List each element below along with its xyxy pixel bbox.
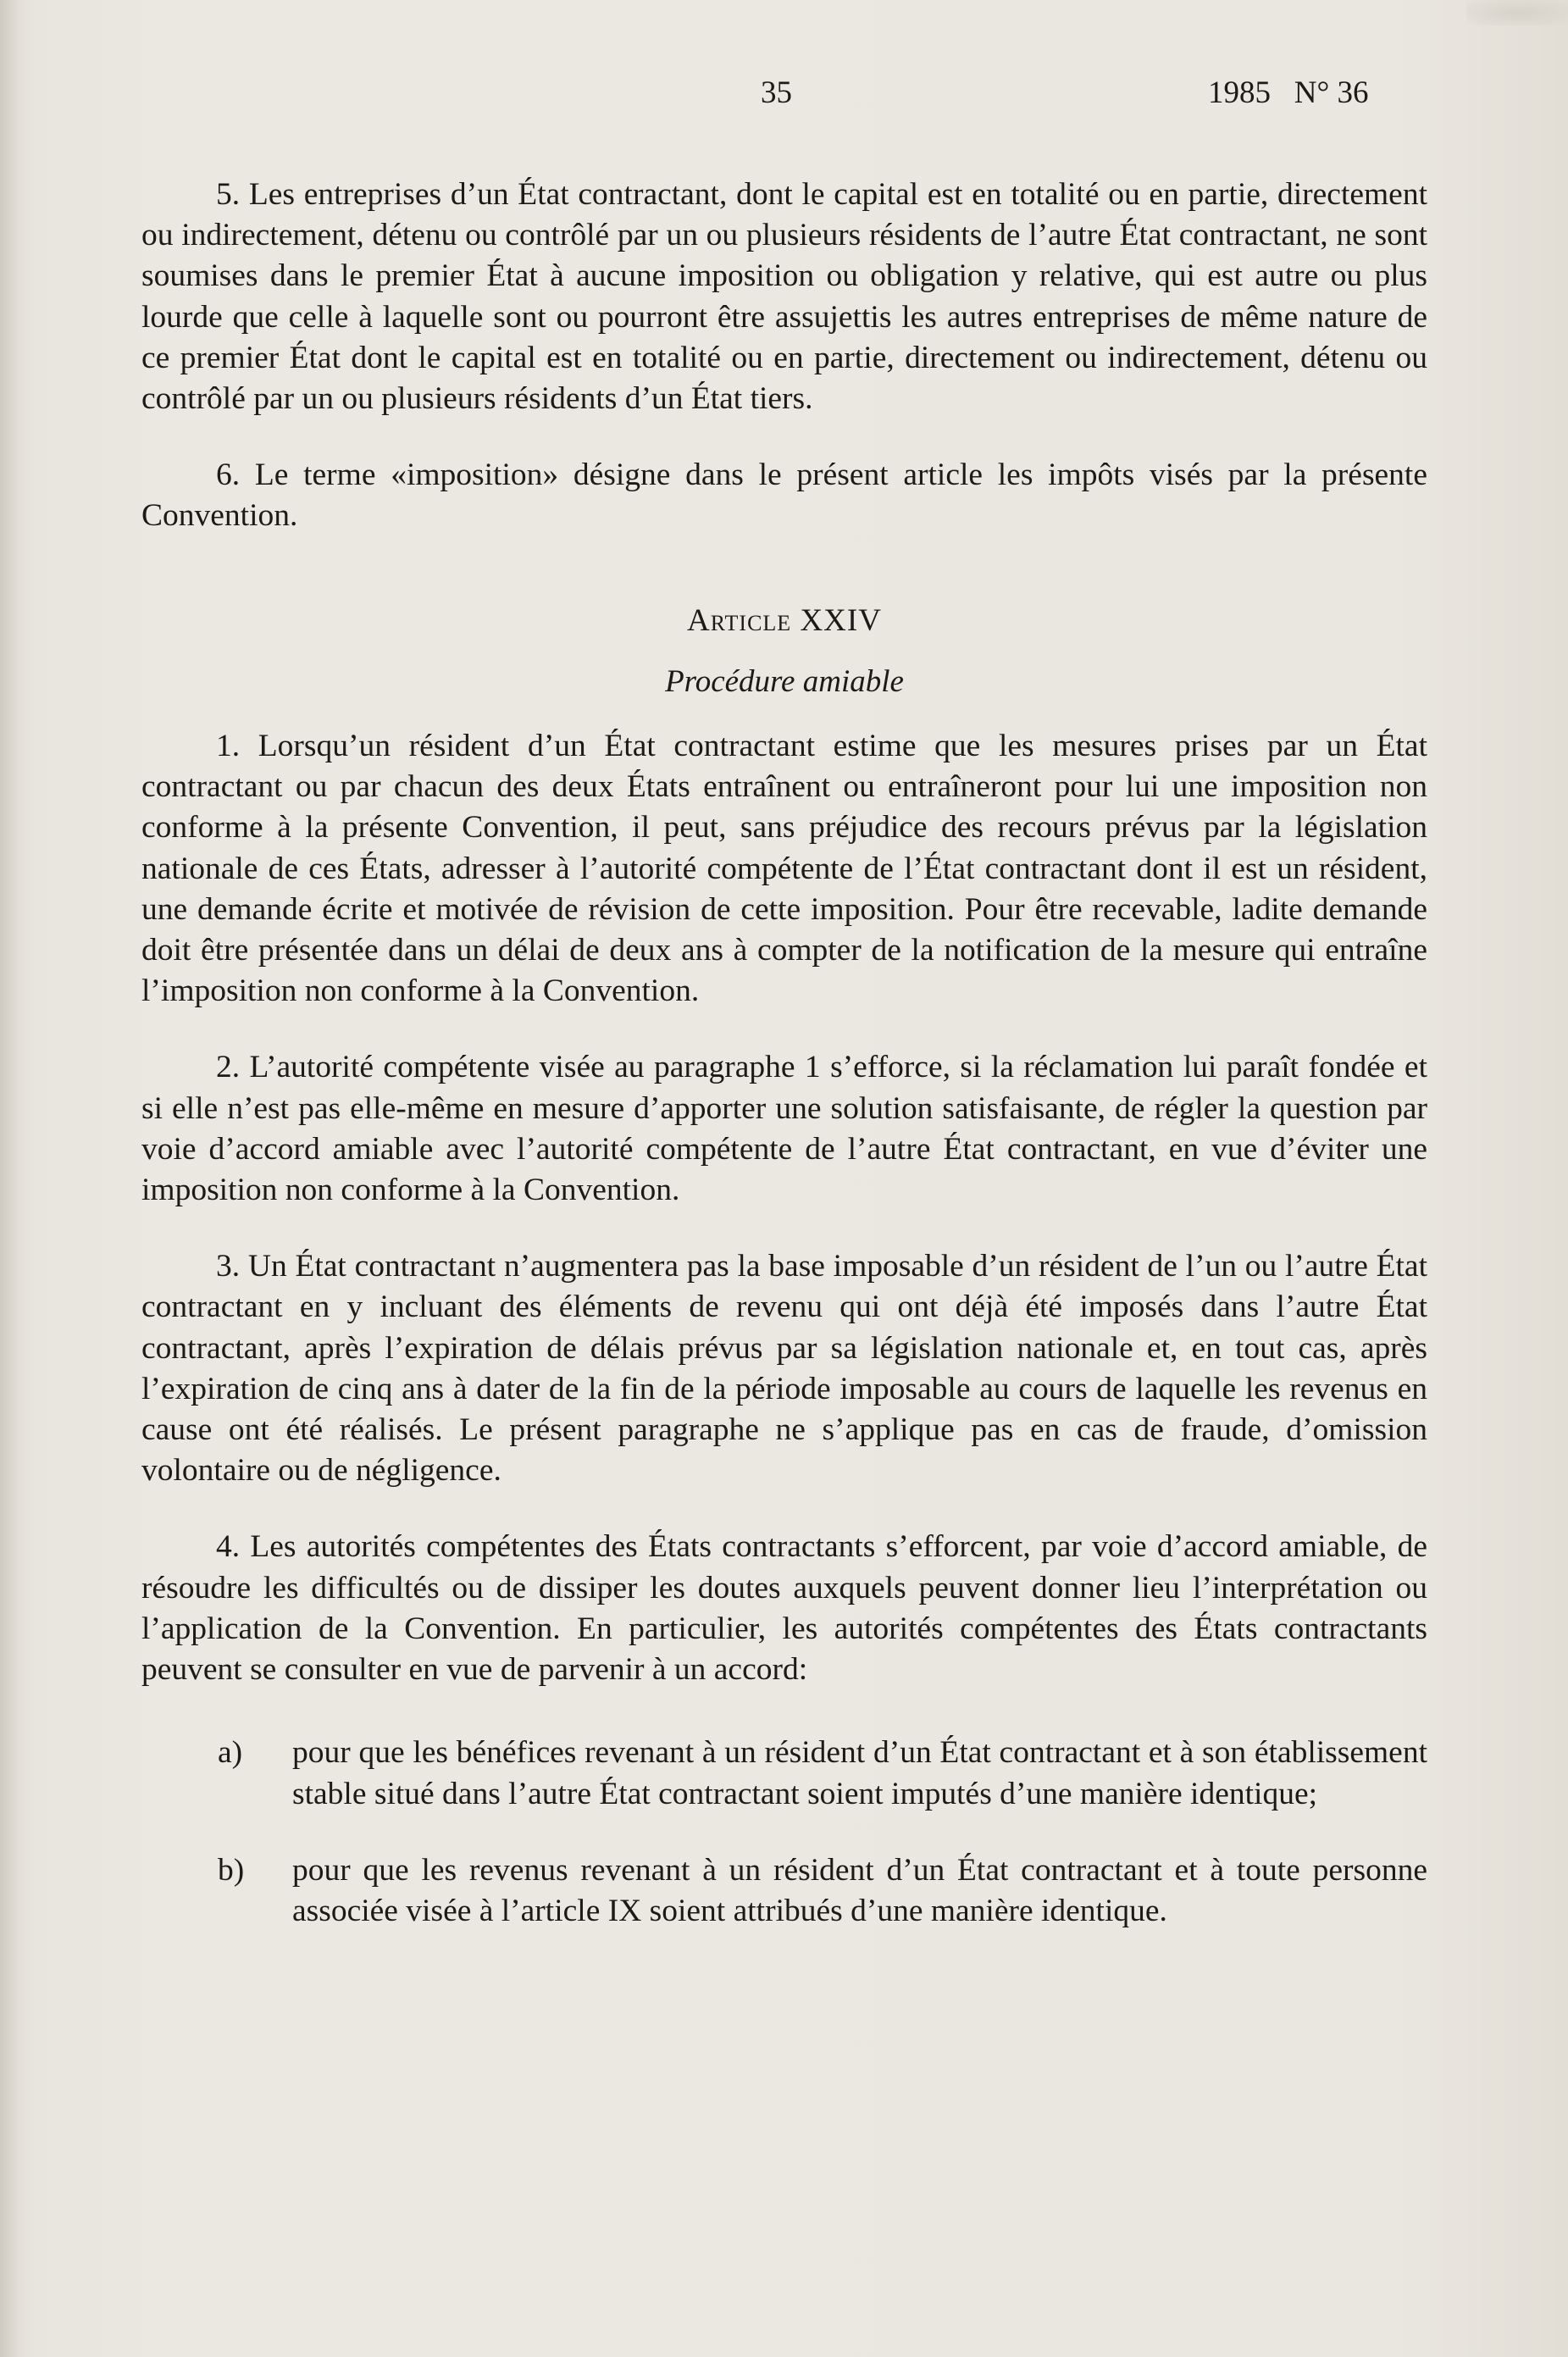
article-paragraph-4: 4. Les autorités compétentes des États contractants s’efforcent, par voie d’accord amiable, de résoudre les difficultés ou de dissiper les doutes auxquels peuvent donner lieu l’interprétation ou l’application de la Convention. En particulier, les autorités compétentes des États contractants peuvent se consulter en vue de parvenir à un accord: — [141, 1529, 1427, 1688]
paragraph-5: 5. Les entreprises d’un État contractant, dont le capital est en totalité ou en partie, directement ou indirectement, détenu ou contrôlé par un ou plusieurs résidents de l’autre État contractant, ne sont soumises dans le premier État à aucune imposition ou obligation y relative, qui est autre ou plus lourde que celle à laquelle sont ou pourront être assujettis les autres entreprises de même nature de ce premier État dont le capital est en totalité ou en partie, directement ou indirectement, détenu ou contrôlé par un ou plusieurs résidents d’un État tiers. — [141, 177, 1427, 417]
document-body — [141, 175, 1427, 1967]
list-item-label: b) — [218, 1852, 245, 1888]
list-item-text: pour que les bénéfices revenant à un résident d’un État contractant et à son établissement stable situé dans l’autre État contractant soient imputés d’une manière identique; — [292, 1735, 1427, 1811]
article-subtitle: Procédure amiable — [665, 663, 904, 699]
list-item-a — [141, 1733, 1427, 1814]
article-paragraph-1: 1. Lorsqu’un résident d’un État contractant estime que les mesures prises par un État contractant ou par chacun des deux États entraînent ou entraîneront pour lui une imposition non conforme à la présente Convention, il peut, sans préjudice des recours prévus par la législation nationale de ces États, adresser à l’autorité compétente de l’État contractant dont il est un résident, une demande écrite et motivée de révision de cette imposition. Pour être recevable, ladite demande doit être présentée dans un délai de deux ans à compter de la notification de la mesure qui entraîne l’imposition non conforme à la Convention. — [141, 729, 1427, 1009]
list-item-text: pour que les revenus revenant à un résident d’un État contractant et à toute personne associée visée à l’article IX soient attribués d’une manière identique. — [292, 1852, 1427, 1928]
gazette-reference: 1985 N° 36 — [1208, 75, 1369, 110]
page-binding-edge — [0, 0, 19, 2357]
list-item-b — [141, 1850, 1427, 1932]
article-title: Article XXIV — [687, 602, 882, 638]
article-paragraph-2: 2. L’autorité compétente visée au paragraphe 1 s’efforce, si la réclamation lui paraît fondée et si elle n’est pas elle-même en mesure d’apporter une solution satisfaisante, de régler la question par voie d’accord amiable avec l’autorité compétente de l’autre État contractant, en vue d’éviter une imposition non conforme à la Convention. — [141, 1050, 1427, 1208]
list-item-label: a) — [218, 1735, 243, 1771]
paragraph-6: 6. Le terme «imposition» désigne dans le présent article les impôts visés par la présente Convention. — [141, 458, 1427, 534]
page-header — [0, 75, 1568, 125]
page-number: 35 — [761, 75, 792, 110]
scan-smudge — [1466, 0, 1568, 25]
article-paragraph-3: 3. Un État contractant n’augmentera pas la base imposable d’un résident de l’un ou l’autre État contractant en y incluant des éléments de revenu qui ont déjà été imposés dans l’autre État contractant, après l’expiration de délais prévus par sa législation nationale et, en tout cas, après l’expiration de cinq ans à dater de la fin de la période imposable au cours de laquelle les revenus en cause ont été réalisés. Le présent paragraphe ne s’applique pas en cas de fraude, d’omission volontaire ou de négligence. — [141, 1249, 1427, 1489]
